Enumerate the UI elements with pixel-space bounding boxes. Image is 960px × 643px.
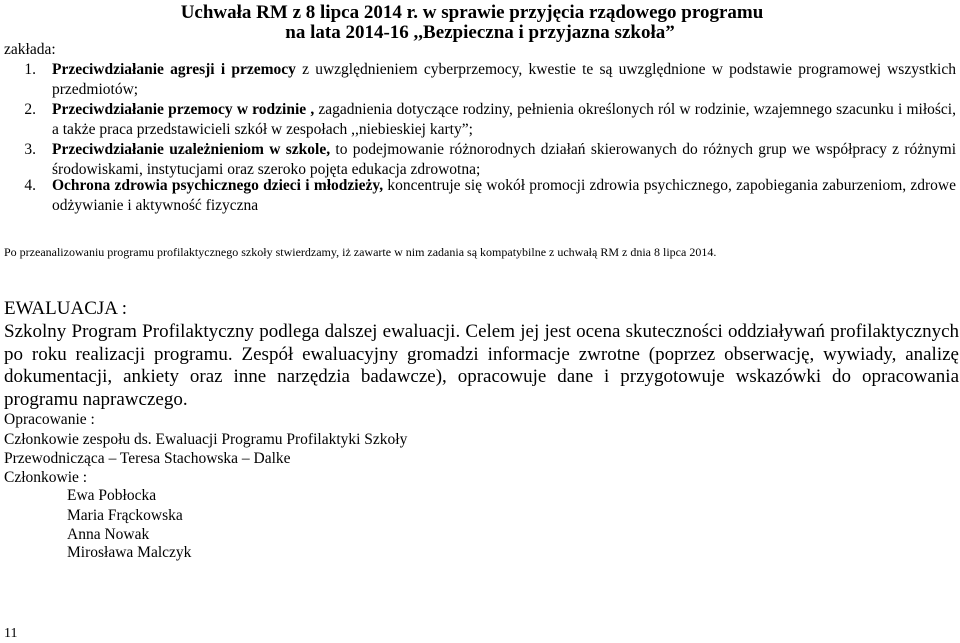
- list-item-number: 2.: [24, 101, 36, 118]
- list-item-text: koncentruje się wokół promocji zdrowia psychicznego, zapobiegania zaburzeniom, zdrowe odżywianie i aktywność fizyczna: [52, 177, 956, 214]
- team-line: Członkowie zespołu ds. Ewaluacji Programu Profilaktyki Szkoły: [4, 431, 408, 448]
- list-item: [4, 176, 956, 216]
- list-item-heading: Ochrona zdrowia psychicznego dzieci i młodzieży,: [52, 177, 384, 194]
- members-label: Członkowie :: [4, 469, 88, 486]
- member-name: Maria Frąckowska: [67, 507, 183, 524]
- list-item: [4, 100, 956, 140]
- list-item-number: 3.: [24, 141, 36, 158]
- list-item-number: 4.: [24, 177, 36, 194]
- list-item-heading: Przeciwdziałanie przemocy w rodzinie ,: [52, 101, 315, 118]
- list-item-heading: Przeciwdziałanie uzależnieniom w szkole,: [52, 141, 331, 158]
- evaluation-paragraph: Szkolny Program Profilaktyczny podlega dalszej ewaluacji. Celem jej jest ocena skuteczności oddziaływań profilaktycznych po roku realizacji programu. Zespół ewaluacyjny gromadzi informacje zwrotne (poprzez obserwację, wywiady, analizę dokumentacji, ankiety oraz inne narzędzia badawcze), opracowuje dane i przygotowuje wskazówki do opracowania programu naprawczego.: [4, 321, 959, 410]
- chair-line: Przewodnicząca – Teresa Stachowska – Dalke: [4, 450, 291, 467]
- member-name: Mirosława Malczyk: [67, 544, 192, 561]
- prepared-label: Opracowanie :: [4, 411, 95, 428]
- list-item-heading: Przeciwdziałanie agresji i przemocy: [52, 61, 296, 78]
- compatibility-note: Po przeanalizowaniu programu profilaktycznego szkoły stwierdzamy, iż zawarte w nim zadania są kompatybilne z uchwałą RM z dnia 8 lipca 2014.: [4, 245, 717, 259]
- list-item-text: z uwzględnieniem cyberprzemocy, kwestie te są uwzględnione w podstawie programowej wszystkich przedmiotów;: [52, 61, 956, 98]
- list-item-text: to podejmowanie różnorodnych działań skierowanych do różnych grup we współpracy z różnymi środowiskami, instytucjami oraz szeroko pojęta edukacja zdrowotna;: [52, 141, 957, 178]
- document-title-line-2: na lata 2014-16 ,,Bezpieczna i przyjazna szkoła”: [285, 22, 675, 43]
- list-item: [4, 60, 956, 100]
- evaluation-heading: EWALUACJA :: [4, 298, 127, 319]
- list-item: [4, 140, 956, 180]
- list-item-text: zagadnienia dotyczące rodziny, pełnienia określonych ról w rodzinie, wzajemnego szacunku i miłości, a także praca przedstawicieli szkół w zespołach ,,niebieskiej karty”;: [52, 101, 956, 138]
- member-name: Ewa Pobłocka: [67, 487, 157, 504]
- member-name: Anna Nowak: [67, 526, 150, 543]
- page-number: 11: [4, 626, 18, 641]
- intro-text: zakłada:: [4, 41, 56, 58]
- document-title-line-1: Uchwała RM z 8 lipca 2014 r. w sprawie przyjęcia rządowego programu: [180, 2, 764, 23]
- list-item-number: 1.: [24, 61, 36, 78]
